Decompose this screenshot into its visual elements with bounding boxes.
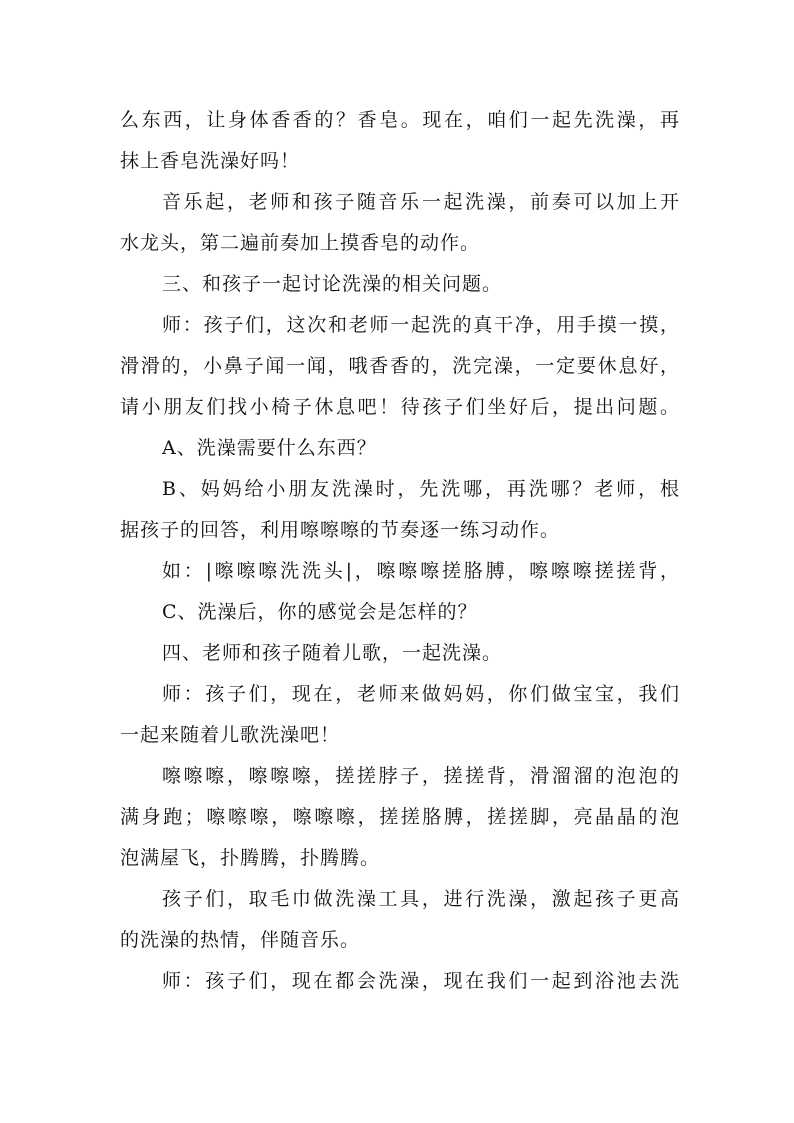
text-line: 泡满屋飞，扑腾腾，扑腾腾。 — [120, 847, 381, 869]
text-line: 嚓嚓嚓，嚓嚓嚓，搓搓脖子，搓搓背，滑溜溜的泡泡的 — [162, 765, 680, 787]
text-line: 师：孩子们，这次和老师一起洗的真干净，用手摸一摸， — [162, 314, 680, 336]
text-line: 如：|嚓嚓嚓洗洗头|，嚓嚓嚓搓胳膊，嚓嚓嚓搓搓背， — [162, 560, 680, 582]
text-line: 的洗澡的热情，伴随音乐。 — [120, 929, 361, 951]
question-item: B、妈妈给小朋友洗澡时，先洗哪，再洗哪？老师，根 — [162, 478, 680, 500]
text-line: 音乐起，老师和孩子随音乐一起洗澡，前奏可以加上开 — [162, 191, 680, 213]
text-line: 么东西，让身体香香的？香皂。现在，咱们一起先洗澡，再 — [120, 109, 680, 131]
text-line: 抹上香皂洗澡好吗！ — [120, 150, 301, 172]
text-line: 孩子们，取毛巾做洗澡工具，进行洗澡，激起孩子更高 — [162, 888, 680, 910]
text-line: 水龙头，第二遍前奏加上摸香皂的动作。 — [120, 232, 481, 254]
text-line: 一起来随着儿歌洗澡吧！ — [120, 724, 341, 746]
text-line: 师：孩子们，现在都会洗澡，现在我们一起到浴池去洗 — [162, 970, 680, 992]
text-line: 滑滑的，小鼻子闻一闻，哦香香的，洗完澡，一定要休息好， — [120, 355, 680, 377]
text-line: 师：孩子们，现在，老师来做妈妈，你们做宝宝，我们 — [162, 683, 680, 705]
question-item: C、洗澡后，你的感觉会是怎样的？ — [162, 601, 478, 623]
question-item: A、洗澡需要什么东西？ — [162, 437, 377, 459]
document-body — [120, 100, 680, 1002]
text-line: 满身跑；嚓嚓嚓，嚓嚓嚓，搓搓胳膊，搓搓脚，亮晶晶的泡 — [120, 806, 680, 828]
section-heading: 三、和孩子一起讨论洗澡的相关问题。 — [162, 273, 503, 295]
section-heading: 四、老师和孩子随着儿歌，一起洗澡。 — [162, 642, 503, 664]
text-line: 请小朋友们找小椅子休息吧！待孩子们坐好后，提出问题。 — [120, 396, 680, 418]
text-line: 据孩子的回答，利用嚓嚓嚓的节奏逐一练习动作。 — [120, 519, 561, 541]
